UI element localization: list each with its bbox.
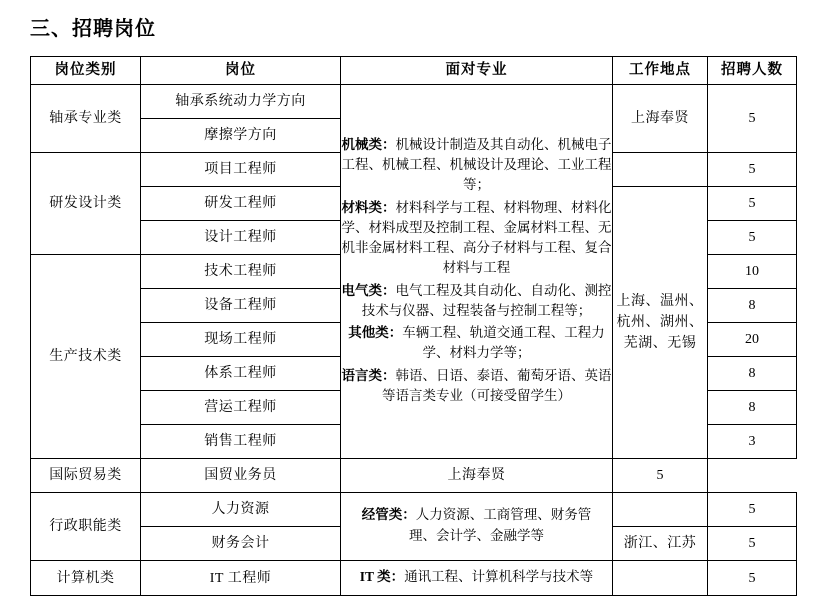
cell-count-sales-engineer: 3: [708, 425, 797, 459]
cell-location-it: [613, 561, 708, 596]
major-block-mechanical: [341, 135, 612, 196]
major-block-it: [350, 567, 603, 587]
cell-majors-admin: [341, 493, 613, 561]
page-title: 三、招聘岗位: [30, 18, 156, 40]
major-lead-materials: 材料类：: [341, 199, 396, 215]
cell-count-hr: 5: [708, 493, 797, 527]
cell-post-operation-engineer: 营运工程师: [141, 391, 341, 425]
cell-post-project-engineer: 项目工程师: [141, 153, 341, 187]
cell-count-finance: 5: [708, 527, 797, 561]
cell-post-site-engineer: 现场工程师: [141, 323, 341, 357]
cell-post-trade-clerk: 国贸业务员: [141, 459, 341, 493]
major-text-others: 车辆工程、轨道交通工程、工程力学、材料力学等；: [402, 325, 605, 361]
table-header-row: [31, 57, 797, 85]
header-location: 工作地点: [613, 57, 708, 85]
cell-category-it: 计算机类: [31, 561, 141, 596]
cell-count-operation-engineer: 8: [708, 391, 797, 425]
major-lead-mechanical: 机械类：: [341, 136, 396, 152]
header-major: 面对专业: [341, 57, 613, 85]
cell-post-tech-engineer: 技术工程师: [141, 255, 341, 289]
major-text-electrical: 电气工程及其自动化、自动化、测控技术与仪器、过程装备与控制工程等；: [361, 282, 612, 318]
cell-post-bearing-dynamics: 轴承系统动力学方向: [141, 85, 341, 119]
major-text-mechanical: 机械设计制造及其自动化、机械电子工程、机械工程、机械设计及理论、工业工程等；: [341, 136, 612, 193]
major-lead-management: 经管类：: [361, 507, 416, 523]
cell-category-production: 生产技术类: [31, 255, 141, 459]
table-row: [31, 493, 797, 527]
cell-count-project-engineer: 5: [708, 153, 797, 187]
cell-location-trade: 上海奉贤: [341, 459, 613, 493]
document-page: [0, 14, 826, 609]
cell-category-admin: 行政职能类: [31, 493, 141, 561]
cell-count-site-engineer: 20: [708, 323, 797, 357]
major-block-materials: [341, 198, 612, 279]
cell-location-admin: 浙江、江苏: [613, 527, 708, 561]
cell-count-tech-engineer: 10: [708, 255, 797, 289]
cell-location-hr: [613, 493, 708, 527]
cell-category-rd: 研发设计类: [31, 153, 141, 255]
cell-count-bearing-group: 5: [708, 85, 797, 153]
major-block-languages: [341, 366, 612, 407]
cell-location-bearing: 上海奉贤: [613, 85, 708, 153]
cell-location-project-engineer: [613, 153, 708, 187]
major-text-management: 人力资源、工商管理、财务管理、会计学、金融学等: [409, 507, 592, 543]
table-header: [31, 57, 797, 85]
major-lead-others: 其他类：: [348, 325, 403, 341]
cell-post-equipment-engineer: 设备工程师: [141, 289, 341, 323]
table-row: [31, 85, 797, 119]
cell-count-design-engineer: 5: [708, 221, 797, 255]
cell-post-it-engineer: IT 工程师: [141, 561, 341, 596]
major-lead-it: IT 类：: [359, 569, 405, 584]
major-block-others: [341, 323, 612, 364]
major-block-management: [350, 505, 603, 546]
table-row: [31, 561, 797, 596]
cell-category-bearing: 轴承专业类: [31, 85, 141, 153]
header-category: 岗位类别: [31, 57, 141, 85]
cell-count-rd-engineer: 5: [708, 187, 797, 221]
cell-count-it-engineer: 5: [708, 561, 797, 596]
cell-count-system-engineer: 8: [708, 357, 797, 391]
cell-count-equipment-engineer: 8: [708, 289, 797, 323]
cell-post-rd-engineer: 研发工程师: [141, 187, 341, 221]
major-text-materials: 材料科学与工程、材料物理、材料化学、材料成型及控制工程、金属材料工程、无机非金属材料工程、高分子材料与工程、复合材料与工程: [341, 199, 612, 276]
recruitment-table-wrapper: [30, 56, 796, 596]
table-body: [31, 85, 797, 596]
cell-post-design-engineer: 设计工程师: [141, 221, 341, 255]
cell-post-system-engineer: 体系工程师: [141, 357, 341, 391]
cell-count-trade-clerk: 5: [613, 459, 708, 493]
major-text-it: 通讯工程、计算机科学与技术等: [404, 569, 594, 584]
cell-location-production: 上海、温州、杭州、湖州、芜湖、无锡: [613, 187, 708, 459]
cell-category-trade: 国际贸易类: [31, 459, 141, 493]
major-text-languages: 韩语、日语、泰语、葡萄牙语、英语等语言类专业（可接受留学生）: [382, 367, 612, 403]
recruitment-table: [30, 56, 797, 596]
cell-majors-main: [341, 85, 613, 459]
major-lead-electrical: 电气类：: [341, 282, 396, 298]
cell-post-sales-engineer: 销售工程师: [141, 425, 341, 459]
table-row: [31, 459, 797, 493]
header-post: 岗位: [141, 57, 341, 85]
major-lead-languages: 语言类：: [341, 367, 396, 383]
cell-majors-it: [341, 561, 613, 596]
cell-post-finance: 财务会计: [141, 527, 341, 561]
cell-post-hr: 人力资源: [141, 493, 341, 527]
cell-post-tribology: 摩擦学方向: [141, 119, 341, 153]
header-headcount: 招聘人数: [708, 57, 797, 85]
major-block-electrical: [341, 281, 612, 322]
